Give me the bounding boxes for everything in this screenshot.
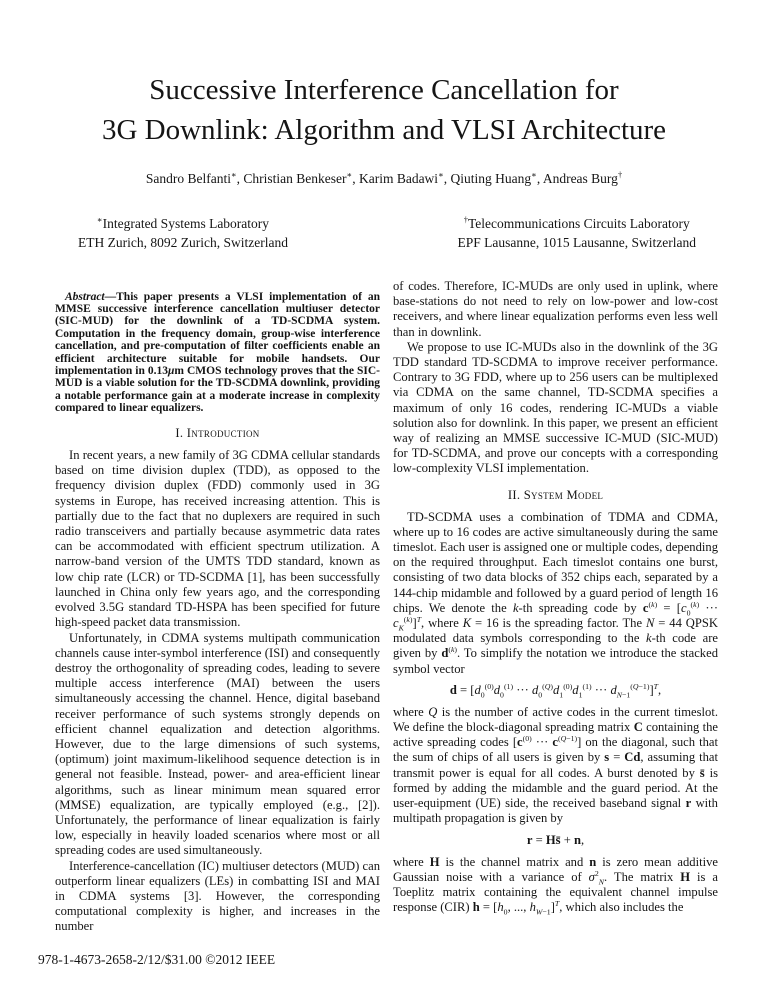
intro-paragraph-4: We propose to use IC-MUDs also in the downlink of the 3G TDD standard TD-SCDMA to improve receiver performance. Contrary to 3G FDD, where up to 256 users can be multiplexed via CDMA on the same channel, TD-SCDMA specifies a maximum of only 16 codes, rendering IC-MUDs a viable solution also for downlink. In this paper, we present an efficient way of realizing an MMSE successive IC-MUD (SIC-MUD) for TD-SCDMA, and prove our concepts with a corresponding low-complexity VLSI implementation. <box>393 339 718 476</box>
title-line-1: Successive Interference Cancellation for <box>149 74 619 106</box>
system-model-paragraph-2: where Q is the number of active codes in the current timeslot. We define the block-diagonal spreading matrix C containing the active spreading codes [$c^{(0)}$ ··· $c^{(Q-1)}$] on the diagonal, such that the sum of chips of all users is given by s = Cd, assuming that transmit power is equal for all codes. A burst denoted by s̄ is formed by adding the midamble and the guard period. At the user-equipment (UE) side, the received baseband signal r with multipath propagation is given by <box>393 704 719 826</box>
system-model-paragraph-1: TD-SCDMA uses a combination of TDMA and CDMA, where up to 16 codes are active simultaneously during the same timeslot. Each user is assigned one or multiple codes, depending on the required throughput. Each timeslot contains one burst, consisting of two data blocks of 352 chips each, separated by a 144-chip midamble and followed by a guard period of length 16 chips. We denote the k-th spreading code by $c^{(k)} = [c_0^{(k)}$ ··· $c_K^{(k)}]^T$, where K = 16 is the spreading factor. The N = 44 QPSK modulated data symbols corresponding to the k-th code are given by $d^{(k)}$. To simplify the notation we introduce the stacked symbol vector <box>393 509 719 676</box>
affiliation-left <box>78 214 288 252</box>
intro-paragraph-2: Unfortunately, in CDMA systems multipath communication channels cause inter-symbol interference (ISI) and consequently destroy the orthogonality of spreading codes, leading to severe multiple access interference (MAI) between the users simultaneously accessing the channel. Hence, digital baseband receiver performance of such systems strongly depends on efficient channel equalization and detection algorithms. However, due to the large dimensions of such systems, (optimum) joint maximum-likelihood sequence detection is in general not feasible. Instead, power- and area-efficient linear algorithms, such as linear minimum mean squared error (MMSE) equalization, are typically employed (e.g., [2]). Unfortunately, the performance of linear equalization is fairly low, especially in heavily loaded scenarios where most or all spreading codes are used simultaneously. <box>55 630 380 858</box>
abstract-paragraph: Abstract—This paper presents a VLSI implementation of an MMSE successive interference cancellation multiuser detector (SIC-MUD) for the downlink of a TD-SCDMA system. Computation in the frequency domain, group-wise interference cancellation, and pre-computation of filter coefficients enable an efficient architecture suitable for mobile handsets. Our implementation in 0.13μm CMOS technology proves that the SIC-MUD is a viable solution for the TD-SCDMA downlink, providing a notable performance gain at a moderate increase in complexity compared to linear equalizers. <box>55 290 381 415</box>
section-heading-introduction: I. Introduction <box>175 426 260 441</box>
affiliation-address: ETH Zurich, 8092 Zurich, Switzerland <box>78 235 288 250</box>
system-model-paragraph-3: where H is the channel matrix and n is zero mean additive Gaussian noise with a variance of $\sigma^2_N$. The matrix H is a Toeplitz matrix containing the equivalent channel impulse response (CIR) $h = [h_0$, ..., $h_{W-1}]^T$, which also includes the <box>393 854 718 917</box>
paper-title <box>0 0 768 150</box>
intro-paragraph-1: In recent years, a new family of 3G CDMA cellular standards based on time division duplex (TDD), as opposed to the frequency division duplex (FDD) commonly used in 3G systems in Europe, has received increasing attention. This is partially due to the fact that no duplexers are required in such radio transceivers and partially because asymmetric data rates can be accommodated with efficient spectrum utilization. A narrow-band version of the UMTS TDD standard, known as low chip rate (LCR) or TD-SCDMA [1], has been successfully launched in China only few years ago, and the corresponding evolved 3.5G standard TD-HSPA has been specified for future high-speed packet data transmission. <box>55 448 380 630</box>
equation-received-signal: r = Hs̄ + n, <box>526 832 585 847</box>
affiliation-address: EPF Lausanne, 1015 Lausanne, Switzerland <box>457 235 696 250</box>
affiliation-lab: ∗Integrated Systems Laboratory <box>96 215 270 231</box>
two-column-body <box>55 279 719 935</box>
footer-copyright: 978-1-4673-2658-2/12/$31.00 ©2012 IEEE <box>38 952 276 967</box>
title-line-2: 3G Downlink: Algorithm and VLSI Architecture <box>101 114 667 146</box>
left-column <box>55 279 380 935</box>
right-column <box>393 279 718 935</box>
intro-paragraph-3-continuation: of codes. Therefore, IC-MUDs are only used in uplink, where base-stations do not need to rely on low-power and low-cost receivers, and where linear equalization performs even less well than in downlink. <box>393 279 718 339</box>
intro-paragraph-3: Interference-cancellation (IC) multiuser detectors (MUD) can outperform linear equalizers (LEs) in combatting ISI and MAI in CDMA systems [3]. However, the corresponding computational complexity is higher, and increases in the number <box>55 858 380 934</box>
affiliations-block <box>0 214 768 252</box>
affiliation-right <box>458 214 696 252</box>
equation-stacked-symbol-vector: $d = [d_0^{(0)}d_0^{(1)}$ ··· $d_0^{(Q)}d_1^{(0)}d_1^{(1)}$ ··· $d_{N-1}^{(Q-1)}]^T$, <box>449 681 662 700</box>
authors-line: Sandro Belfanti∗, Christian Benkeser∗, Karim Badawi∗, Qiuting Huang∗, Andreas Burg† <box>145 170 623 186</box>
affiliation-lab: †Telecommunications Circuits Laboratory <box>463 215 690 231</box>
section-heading-system-model: II. System Model <box>507 487 604 502</box>
